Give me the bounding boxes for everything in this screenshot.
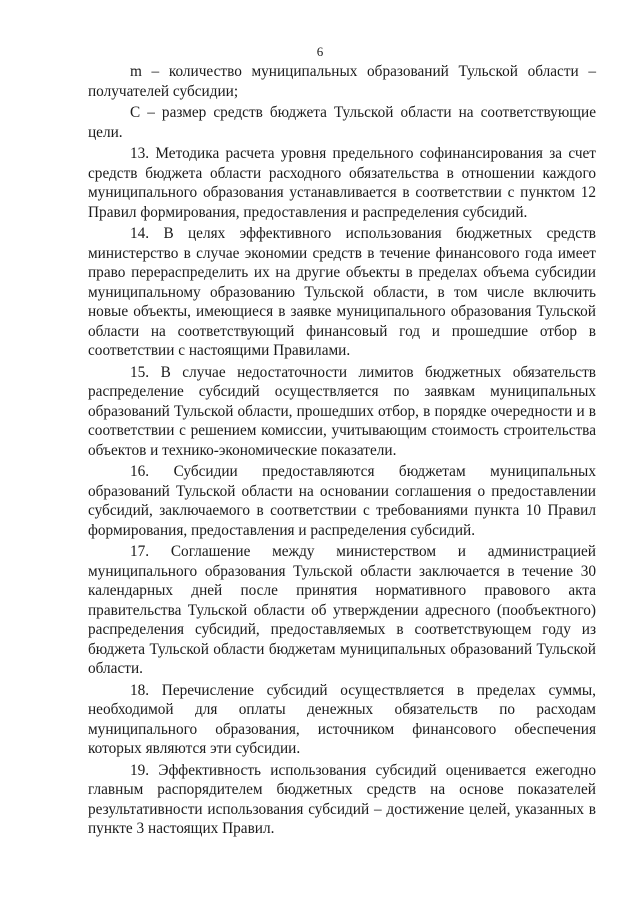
paragraph-c-definition: С – размер средств бюджета Тульской области на соответствующие цели. — [88, 104, 596, 141]
paragraph-16: 16. Субсидии предоставляются бюджетам муниципальных образований Тульской области на основании соглашения о предоставлении субсидий, заключаемого в соответствии с требованиями пункта 10 Правил формирования, предоставления и распределения субсидий. — [88, 463, 596, 539]
paragraph-13: 13. Методика расчета уровня предельного софинансирования за счет средств бюджета области расходного обязательства в отношении каждого муниципального образования устанавливается в соответствии с пунктом 12 Правил формирования, предоставления и распределения субсидий. — [88, 145, 596, 221]
paragraph-19: 19. Эффективность использования субсидий оценивается ежегодно главным распорядителем бюджетных средств на основе показателей результативности использования субсидий – достижение целей, указанных в пункте 3 настоящих Правил. — [88, 761, 596, 837]
paragraph-18: 18. Перечисление субсидий осуществляется в пределах суммы, необходимой для оплаты денежных обязательств по расходам муниципального образования, источником финансового обеспечения которых являются эти субсидии. — [88, 681, 596, 757]
paragraph-14: 14. В целях эффективного использования бюджетных средств министерство в случае экономии средств в течение финансового года имеет право перераспределить их на другие объекты в пределах объема субсидии муниципальному образованию Тульской области, в том числе включить новые объекты, имеющиеся в заявке муниципального образования Тульской области на соответствующий финансовый год и прошедшие отбор в соответствии с настоящими Правилами. — [88, 225, 596, 359]
page-number: 6 — [316, 44, 324, 59]
paragraph-m-definition: m – количество муниципальных образований Тульской области – получателей субсидии; — [88, 63, 596, 100]
document-body — [88, 62, 596, 841]
paragraph-15: 15. В случае недостаточности лимитов бюджетных обязательств распределение субсидий осуществляется по заявкам муниципальных образований Тульской области, прошедших отбор, в порядке очередности и в соответствии с решением комиссии, учитывающим стоимость строительства объектов и технико-экономические показатели. — [88, 363, 596, 459]
paragraph-17: 17. Соглашение между министерством и администрацией муниципального образования Тульской области заключается в течение 30 календарных дней после принятия нормативного правового акта правительства Тульской области об утверждении адресного (пообъектного) распределения субсидий, предоставляемых в соответствующем году из бюджета Тульской области бюджетам муниципальных образований Тульской области. — [88, 543, 596, 677]
